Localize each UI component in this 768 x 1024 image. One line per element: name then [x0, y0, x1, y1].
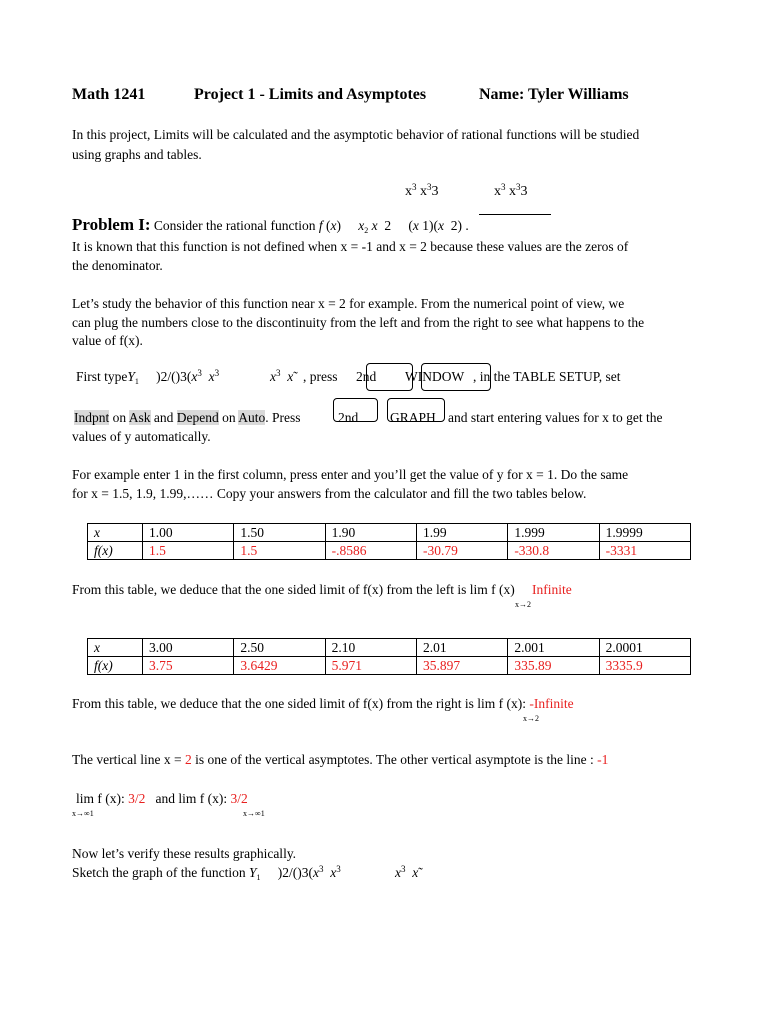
values-line: values of y automatically.	[72, 429, 211, 444]
project-title: Project 1 - Limits and Asymptotes	[194, 86, 427, 103]
infinity-limit-2-sub: x→∞1	[243, 809, 265, 818]
table-right-limits	[87, 638, 691, 675]
problem-1-lead: Consider the rational function	[153, 218, 316, 233]
limit-right-line: From this table, we deduce that the one sided limit of f(x) from the right is lim f (x): -Infinite	[72, 696, 574, 711]
limit-left-answer: Infinite	[518, 582, 558, 597]
numerator-1: $x^3$ $x^33$	[405, 182, 439, 199]
study-line-3: value of f(x).	[72, 333, 143, 348]
verify-expression: $x^3$ x	[395, 864, 419, 880]
press-text: , press	[303, 369, 338, 384]
table-left-limits	[87, 523, 691, 560]
course-title: Math 1241	[72, 86, 146, 103]
indpnt-label: Indpnt	[74, 410, 110, 425]
function-expression: f	[318, 218, 323, 233]
example-line-1: For example enter 1 in the first column, press enter and you’ll get the value of y for x = 1. Do the same	[72, 467, 629, 482]
table-row: x 1.00 1.50 1.90 1.99 1.999 1.9999	[88, 524, 691, 542]
key-window-label: WINDOW	[405, 369, 465, 384]
limit-left-line: From this table, we deduce that the one sided limit of f(x) from the left is lim f (x) Infinite	[72, 582, 572, 598]
start-entering-text: and start entering values for x to get the	[448, 410, 663, 425]
intro-line-2: using graphs and tables.	[72, 147, 202, 162]
infinity-limit-1-sub: x→∞1	[72, 809, 94, 818]
indpnt-line: Indpnt on Ask and Depend on Auto. Press	[74, 410, 301, 425]
verify-line-2: Sketch the graph of the function $Y_1$ )$2/()3(x^3$ $x^3$	[72, 864, 327, 882]
key-graph-label: GRAPH	[390, 410, 436, 425]
infinity-limit-1-value: 3/2	[128, 791, 146, 806]
asymptote-line: The vertical line x = 2 is one of the vertical asymptotes. The other vertical asymptote is the line : -1	[72, 752, 609, 767]
problem-1-label: Problem I:	[72, 215, 151, 234]
key-2nd-b-label: 2nd	[338, 410, 359, 425]
fraction-bar	[479, 214, 551, 215]
limit-right-answer: -Infinite	[529, 696, 574, 711]
first-type-text: First typeY$_1$ )$2/()3(x^3$ $x^3$	[76, 368, 206, 386]
asymptote-x-value: 2	[184, 752, 192, 767]
asymptote-other: -1	[597, 752, 609, 767]
first-type-expression: $x^3$ x	[270, 368, 294, 384]
limit-right-sub: x→2	[523, 714, 539, 723]
key-2nd-label: 2nd	[356, 369, 377, 384]
definition-line-1: It is known that this function is not defined when x = -1 and x = 2 because these values are the zeros of	[72, 239, 629, 254]
infinity-limit-2-value: 3/2	[230, 791, 248, 806]
table-row: f(x) 3.75 3.6429 5.971 35.897 335.89 3335.9	[88, 657, 691, 675]
table-row: x 3.00 2.50 2.10 2.01 2.001 2.0001	[88, 639, 691, 657]
student-name: Name: Tyler Williams	[479, 86, 629, 103]
intro-line-1: In this project, Limits will be calculated and the asymptotic behavior of rational functions will be studied	[72, 127, 640, 142]
verify-line-1: Now let’s verify these results graphically.	[72, 846, 297, 861]
example-line-2: for x = 1.5, 1.9, 1.99,…… Copy your answers from the calculator and fill the two tables below.	[72, 486, 587, 501]
depend-label: Depend	[176, 410, 219, 425]
ask-label: Ask	[128, 410, 151, 425]
problem-1-line: Problem I: Consider the rational function f (x) $x_2$ x 2 (x 1)(x 2) .	[72, 215, 442, 235]
numerator-2: $x^3$ $x^33$	[494, 182, 528, 199]
table-row: f(x) 1.5 1.5 -.8586 -30.79 -330.8 -3331	[88, 542, 691, 560]
infinity-limits-line: lim f (x): 3/2 and lim f (x): 3/2	[76, 791, 248, 806]
auto-label: Auto	[238, 410, 266, 425]
table-setup-text: , in the TABLE SETUP, set	[473, 369, 621, 384]
study-line-1: Let’s study the behavior of this function near x = 2 for example. From the numerical point of view, we	[72, 296, 625, 311]
definition-line-2: the denominator.	[72, 258, 163, 273]
limit-left-sub: x→2	[515, 600, 531, 609]
study-line-2: can plug the numbers close to the discontinuity from the left and from the right to see what happens to the	[72, 315, 645, 330]
